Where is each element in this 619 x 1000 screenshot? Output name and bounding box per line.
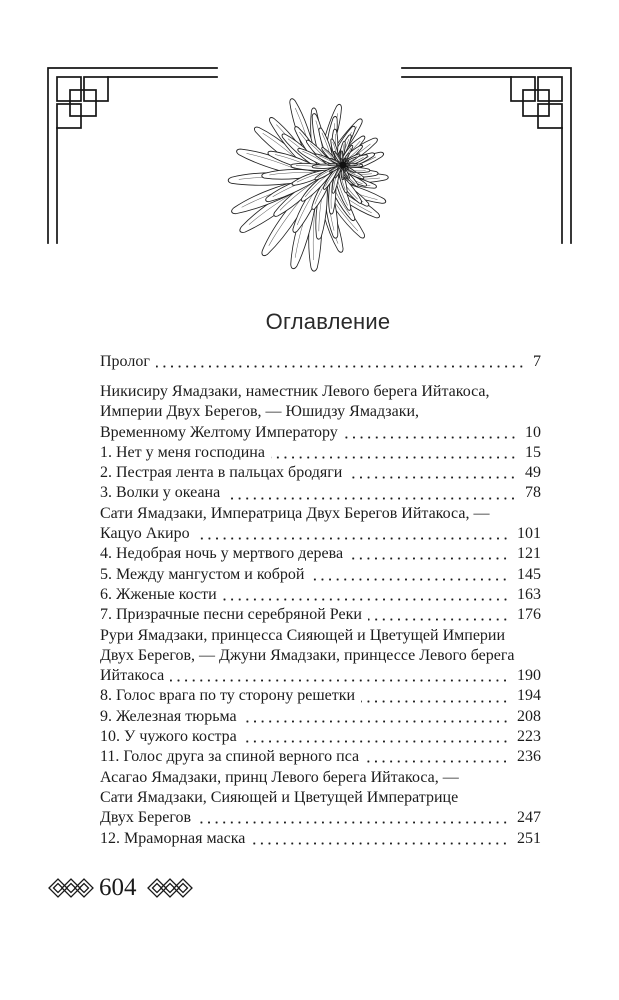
diamond (75, 879, 93, 897)
dot-leader (251, 829, 509, 849)
toc-entry (100, 443, 541, 463)
toc-line (100, 707, 541, 727)
diamond (62, 879, 80, 897)
entry-title: 11. Голос друга за спиной верного пса (100, 748, 360, 766)
entry-page-number: 247 (517, 809, 541, 827)
entry-title: Ийтакоса (100, 667, 165, 685)
entry-title: 10. У чужого костра (100, 728, 237, 746)
entry-title: 5. Между мангустом и коброй (100, 565, 305, 583)
dot-leader (170, 666, 509, 686)
chrysanthemum-icon (212, 84, 412, 284)
diamond (174, 879, 192, 897)
toc-line (100, 808, 541, 828)
diamond (148, 879, 166, 897)
entry-title: 4. Недобрая ночь у мертвого дерева (100, 545, 344, 563)
entry-page-number: 223 (517, 728, 541, 746)
toc-line (100, 565, 541, 585)
outer-rail (402, 68, 571, 243)
toc-line (100, 483, 541, 503)
entry-page-number: 49 (525, 464, 541, 482)
toc-entry (100, 707, 541, 727)
footer-ornament-left-icon (48, 877, 94, 899)
toc-line (100, 423, 541, 443)
entry-page-number: 7 (533, 353, 541, 370)
toc-line (100, 788, 541, 808)
dot-leader (196, 524, 509, 544)
toc-entry (100, 352, 541, 372)
dot-leader (271, 443, 517, 463)
toc-entry (100, 504, 541, 545)
toc-entry (100, 686, 541, 706)
dot-leader (310, 565, 509, 585)
toc-line (100, 747, 541, 767)
page-title: Оглавление (265, 309, 391, 334)
knot-square (70, 90, 96, 116)
entry-page-number: 10 (525, 423, 541, 441)
entry-title: Асагао Ямадзаки, принц Левого берега Ийтакоса, — (100, 768, 459, 786)
inner-rail (57, 77, 217, 243)
toc-entry (100, 605, 541, 625)
toc-line (100, 585, 541, 605)
toc-line (100, 463, 541, 483)
diamond (49, 879, 67, 897)
outer-rail (48, 68, 217, 243)
toc-line (100, 504, 541, 524)
entry-title: 2. Пестрая лента в пальцах бродяги (100, 464, 343, 482)
toc-line (100, 727, 541, 747)
dot-leader (348, 463, 517, 483)
toc-entry (100, 768, 541, 829)
toc-line (100, 829, 541, 849)
dot-leader (349, 544, 509, 564)
toc-line (100, 605, 541, 625)
toc-line (100, 544, 541, 564)
entry-title: Сати Ямадзаки, Сияющей и Цветущей Императрице (100, 788, 459, 806)
corner-ornament-top-right-icon (401, 66, 573, 244)
toc-line (100, 626, 541, 646)
toc-line (100, 402, 541, 422)
entry-page-number: 251 (517, 829, 541, 847)
entry-title: Пролог (100, 353, 150, 370)
toc-line (100, 646, 541, 666)
toc-entry (100, 727, 541, 747)
table-of-contents (100, 352, 541, 849)
entry-title: 12. Мраморная маска (100, 829, 246, 847)
toc-entry (100, 747, 541, 767)
entry-title: 7. Призрачные песни серебряной Реки (100, 606, 362, 624)
footer-ornament-right-icon (147, 877, 193, 899)
toc-line (100, 686, 541, 706)
toc-entry (100, 829, 541, 849)
entry-title: 6. Жженые кости (100, 585, 217, 603)
dot-leader (156, 352, 525, 372)
dot-leader (243, 707, 509, 727)
entry-page-number: 208 (517, 707, 541, 725)
entry-title: Рури Ямадзаки, принцесса Сияющей и Цветущей Империи (100, 626, 506, 644)
dot-leader (226, 483, 517, 503)
entry-title: Никисиру Ямадзаки, наместник Левого берега Ийтакоса, (100, 382, 490, 400)
entry-page-number: 101 (517, 525, 541, 543)
toc-line (100, 382, 541, 402)
entry-page-number: 78 (525, 484, 541, 502)
entry-page-number: 121 (517, 545, 541, 563)
dot-leader (361, 686, 509, 706)
entry-page-number: 145 (517, 565, 541, 583)
entry-title: Временному Желтому Императору (100, 423, 338, 441)
dot-leader (223, 585, 509, 605)
diamond (161, 879, 179, 897)
toc-entry (100, 544, 541, 564)
toc-line (100, 352, 541, 372)
dot-leader (344, 423, 517, 443)
entry-page-number: 163 (517, 585, 541, 603)
toc-entry (100, 626, 541, 687)
dot-leader (365, 747, 509, 767)
entry-page-number: 176 (517, 606, 541, 624)
toc-line (100, 666, 541, 686)
toc-entry (100, 483, 541, 503)
toc-entry (100, 463, 541, 483)
knot-square (538, 77, 562, 101)
entry-title: 3. Волки у океана (100, 484, 221, 502)
entry-title: Империи Двух Берегов, — Юшидзу Ямадзаки, (100, 403, 420, 421)
dot-leader (197, 808, 509, 828)
entry-page-number: 194 (517, 687, 541, 705)
toc-line (100, 768, 541, 788)
petals (228, 97, 388, 272)
toc-line (100, 524, 541, 544)
entry-title: Двух Берегов (100, 809, 192, 827)
entry-page-number: 190 (517, 667, 541, 685)
entry-title: Сати Ямадзаки, Императрица Двух Берегов Ийтакоса, — (100, 504, 490, 522)
entry-title: 9. Железная тюрьма (100, 707, 237, 725)
entry-title: 1. Нет у меня господина (100, 443, 265, 461)
page-number: 604 (99, 874, 137, 901)
toc-entry (100, 585, 541, 605)
entry-page-number: 15 (525, 443, 541, 461)
entry-title: Кацуо Акиро (100, 525, 190, 543)
toc-entry (100, 565, 541, 585)
knot-square (523, 90, 549, 116)
entry-page-number: 236 (517, 748, 541, 766)
toc-line (100, 443, 541, 463)
dot-leader (368, 605, 509, 625)
corner-ornament-top-left-icon (46, 66, 218, 244)
toc-entry (100, 382, 541, 443)
entry-title: 8. Голос врага по ту сторону решетки (100, 687, 356, 705)
knot-square (57, 77, 81, 101)
dot-leader (243, 727, 509, 747)
entry-title: Двух Берегов, — Джуни Ямадзаки, принцессе Левого берега (100, 646, 515, 664)
inner-rail (402, 77, 562, 243)
